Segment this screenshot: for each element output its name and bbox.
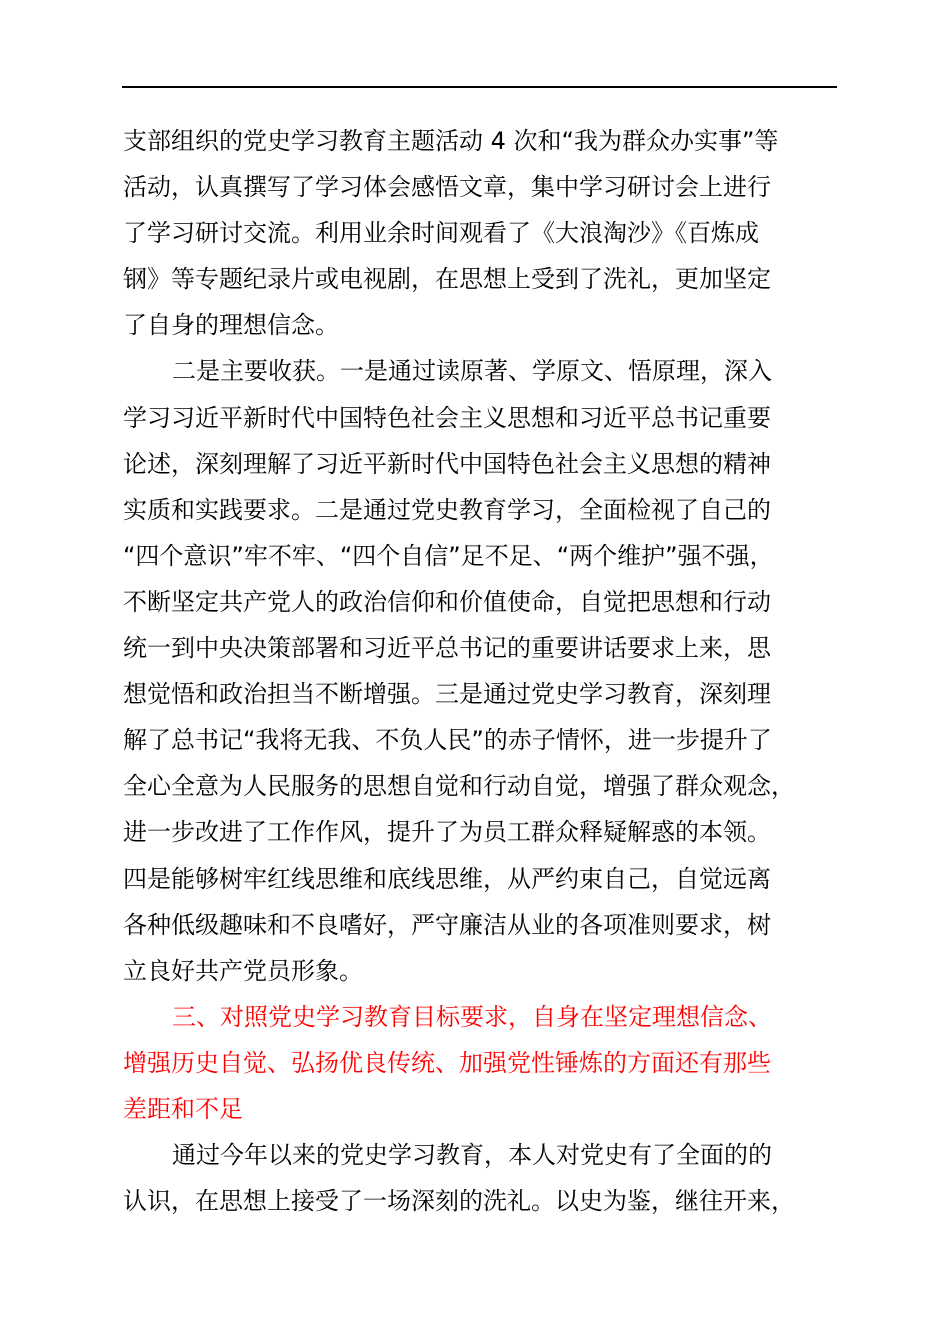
- paragraph-line: 二是主要收获。一是通过读原著、学原文、悟原理，深入: [172, 357, 772, 386]
- paragraph-line: 学习习近平新时代中国特色社会主义思想和习近平总书记重要: [123, 403, 771, 432]
- paragraph-line: 全心全意为人民服务的思想自觉和行动自觉，增强了群众观念，: [123, 772, 795, 801]
- paragraph-line: 支部组织的党史学习教育主题活动 4 次和“我为群众办实事”等: [123, 127, 779, 155]
- paragraph-line: 活动，认真撰写了学习体会感悟文章，集中学习研讨会上进行: [123, 173, 771, 202]
- paragraph-line: 钢》等专题纪录片或电视剧，在思想上受到了洗礼，更加坚定: [123, 265, 771, 294]
- paragraph-line: “四个意识”牢不牢、“四个自信”足不足、“两个维护”强不强，: [123, 541, 774, 570]
- header-rule: [122, 86, 837, 88]
- paragraph-line: 通过今年以来的党史学习教育，本人对党史有了全面的的: [172, 1141, 772, 1170]
- paragraph-line: 论述，深刻理解了习近平新时代中国特色社会主义思想的精神: [123, 449, 771, 478]
- paragraph-line: 进一步改进了工作作风，提升了为员工群众释疑解惑的本领。: [123, 818, 771, 847]
- section-heading-line: 增强历史自觉、弘扬优良传统、加强党性锤炼的方面还有那些: [123, 1048, 771, 1077]
- paragraph-line: 实质和实践要求。二是通过党史教育学习，全面检视了自己的: [123, 495, 771, 524]
- paragraph-line: 统一到中央决策部署和习近平总书记的重要讲话要求上来，思: [123, 634, 771, 663]
- paragraph-line: 了自身的理想信念。: [123, 311, 339, 340]
- paragraph-line: 立良好共产党员形象。: [123, 956, 363, 985]
- paragraph-line: 四是能够树牢红线思维和底线思维，从严约束自己，自觉远离: [123, 864, 771, 893]
- paragraph-line: 认识，在思想上接受了一场深刻的洗礼。以史为鉴，继往开来，: [123, 1187, 795, 1216]
- paragraph-line: 各种低级趣味和不良嗜好，严守廉洁从业的各项准则要求，树: [123, 910, 771, 939]
- paragraph-line: 不断坚定共产党人的政治信仰和价值使命，自觉把思想和行动: [123, 587, 771, 616]
- section-heading-line: 差距和不足: [123, 1094, 243, 1123]
- paragraph-line: 解了总书记“我将无我、不负人民”的赤子情怀，进一步提升了: [123, 726, 772, 755]
- paragraph-line: 了学习研讨交流。利用业余时间观看了《大浪淘沙》《百炼成: [123, 219, 759, 248]
- paragraph-line: 想觉悟和政治担当不断增强。三是通过党史学习教育，深刻理: [123, 680, 771, 709]
- section-heading-line: 三、对照党史学习教育目标要求，自身在坚定理想信念、: [172, 1002, 772, 1031]
- document-body: [123, 118, 863, 1224]
